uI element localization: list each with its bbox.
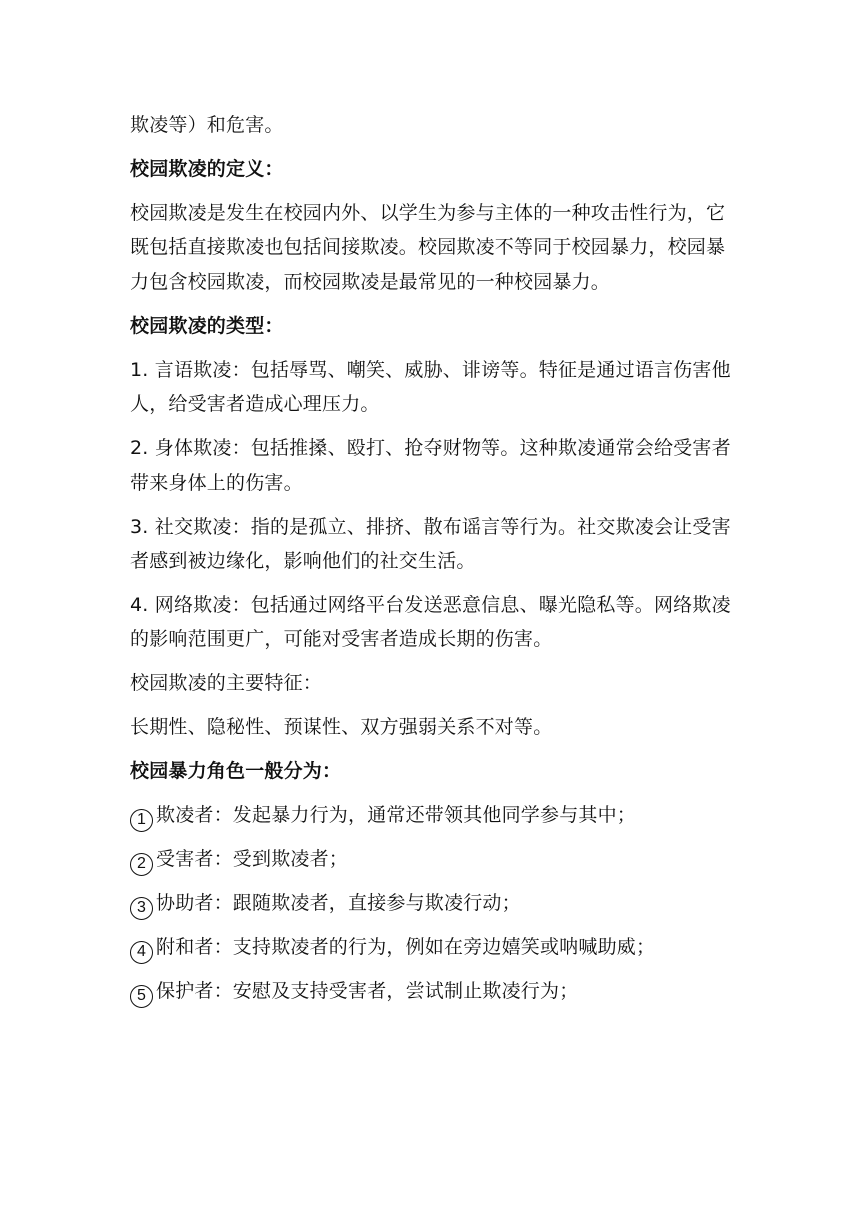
features-paragraph: 长期性、隐秘性、预谋性、双方强弱关系不对等。: [130, 716, 553, 739]
role-item-victim: [130, 842, 740, 876]
circled-number-3: 3: [130, 897, 153, 920]
role-item-assistant: [130, 886, 740, 920]
definition-paragraph: 校园欺凌是发生在校园内外、以学生为参与主体的一种攻击性行为，它既包括直接欺凌也包括间接欺凌。校园欺凌不等同于校园暴力，校园暴力包含校园欺凌，而校园欺凌是最常见的一种校园暴力。: [130, 202, 726, 293]
role-text-defender: 保护者：安慰及支持受害者，尝试制止欺凌行为；: [156, 980, 579, 1003]
role-item-defender: [130, 974, 740, 1008]
type-item-social: 3. 社交欺凌：指的是孤立、排挤、散布谣言等行为。社交欺凌会让受害者感到被边缘化，影响他们的社交生活。: [130, 515, 731, 573]
role-item-reinforcer: [130, 930, 740, 964]
role-text-bully: 欺凌者：发起暴力行为，通常还带领其他同学参与其中；: [156, 804, 637, 827]
circled-number-4: 4: [130, 941, 153, 964]
circled-number-1: 1: [130, 809, 153, 832]
document-page: [130, 108, 740, 1018]
features-heading: 校园欺凌的主要特征：: [130, 672, 323, 695]
definition-heading: 校园欺凌的定义：: [130, 158, 284, 180]
intro-tail-paragraph: 欺凌等）和危害。: [130, 114, 284, 136]
circled-number-5: 5: [130, 985, 153, 1008]
type-item-verbal: 1. 言语欺凌：包括辱骂、嘲笑、威胁、诽谤等。特征是通过语言伤害他人，给受害者造成心理压力。: [130, 358, 731, 416]
role-item-bully: [130, 798, 740, 832]
type-item-cyber: 4. 网络欺凌：包括通过网络平台发送恶意信息、曝光隐私等。网络欺凌的影响范围更广，可能对受害者造成长期的伤害。: [130, 594, 731, 651]
role-text-reinforcer: 附和者：支持欺凌者的行为，例如在旁边嬉笑或呐喊助威；: [156, 936, 656, 959]
type-item-physical: 2. 身体欺凌：包括推搡、殴打、抢夺财物等。这种欺凌通常会给受害者带来身体上的伤害。: [130, 437, 731, 494]
circled-number-2: 2: [130, 853, 153, 876]
role-text-assistant: 协助者：跟随欺凌者，直接参与欺凌行动；: [156, 892, 521, 915]
roles-heading: 校园暴力角色一般分为：: [130, 760, 342, 783]
types-heading: 校园欺凌的类型：: [130, 314, 284, 337]
role-text-victim: 受害者：受到欺凌者；: [156, 848, 349, 871]
